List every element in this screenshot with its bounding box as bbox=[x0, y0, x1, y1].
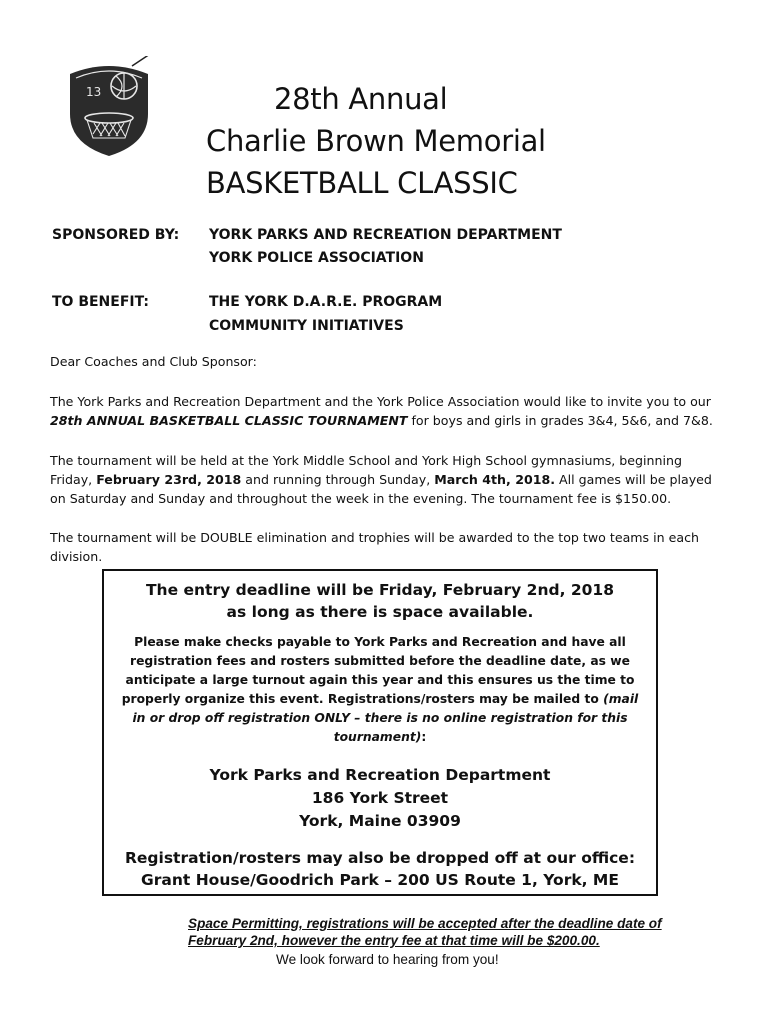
deadline-line-2: as long as there is space available. bbox=[226, 603, 534, 621]
start-date: February 23rd, 2018 bbox=[96, 472, 242, 487]
title-line-1: 28th Annual bbox=[274, 82, 448, 116]
sponsored-by-label: SPONSORED BY: bbox=[52, 227, 180, 243]
dropoff-line-1: Registration/rosters may also be dropped off at our office: bbox=[124, 849, 636, 867]
benefit-line-2: COMMUNITY INITIATIVES bbox=[209, 318, 404, 334]
late-registration-line-1: Space Permitting, registrations will be accepted after the deadline date of bbox=[188, 916, 662, 931]
body-p1-grades: for boys and girls in grades 3&4, 5&6, and 7&8. bbox=[407, 413, 713, 428]
salutation: Dear Coaches and Club Sponsor: bbox=[50, 354, 257, 369]
sponsor-line-2: YORK POLICE ASSOCIATION bbox=[209, 250, 424, 266]
instructions-colon: : bbox=[421, 730, 427, 744]
end-date: March 4th, 2018. bbox=[434, 472, 556, 487]
tournament-name-emphasis: 28th ANNUAL BASKETBALL CLASSIC TOURNAMENT bbox=[50, 413, 408, 428]
dropoff-line-2: Grant House/Goodrich Park – 200 US Route 1, York, ME bbox=[141, 871, 619, 889]
registration-notice-box bbox=[102, 569, 658, 896]
basketball-shield-logo-icon bbox=[62, 56, 156, 158]
benefit-line-1: THE YORK D.A.R.E. PROGRAM bbox=[209, 294, 443, 310]
instructions-text: Please make checks payable to York Parks and Recreation and have all registration fees and rosters submitted before the deadline date, as we anticipate a large turnout again this year and this ensures us the time to properly organize this event. Registrations/rosters may be mailed to bbox=[121, 635, 635, 706]
address-line-1: York Parks and Recreation Department bbox=[209, 766, 551, 784]
deadline-line-1: The entry deadline will be Friday, February 2nd, 2018 bbox=[145, 581, 614, 599]
title-line-3: BASKETBALL CLASSIC bbox=[206, 166, 518, 200]
body-paragraph-1 bbox=[50, 392, 720, 430]
body-p1-text: The York Parks and Recreation Department and the York Police Association would like to invite you to our bbox=[50, 394, 711, 409]
address-line-3: York, Maine 03909 bbox=[299, 812, 461, 830]
title-line-2: Charlie Brown Memorial bbox=[206, 124, 546, 158]
logo-number: 13 bbox=[86, 85, 102, 99]
registration-instructions bbox=[118, 633, 642, 747]
instructions-mail-note: (mail in or drop off registration ONLY – there is no online registration for this tournament) bbox=[132, 692, 639, 744]
body-paragraph-3: The tournament will be DOUBLE elimination and trophies will be awarded to the top two teams in each division. bbox=[50, 530, 699, 564]
late-registration-line-2: February 2nd, however the entry fee at that time will be $200.00. bbox=[188, 933, 600, 948]
address-line-2: 186 York Street bbox=[311, 789, 449, 807]
body-p2-fee: All games will be played on Saturday and Sunday and throughout the week in the evening. The tournament fee is $150.00. bbox=[50, 472, 712, 506]
to-benefit-label: TO BENEFIT: bbox=[52, 294, 149, 310]
body-p2-mid: and running through Sunday, bbox=[241, 472, 435, 487]
body-p2-text: The tournament will be held at the York Middle School and York High School gymnasiums, beginning Friday, bbox=[50, 453, 682, 487]
closing-line: We look forward to hearing from you! bbox=[276, 952, 499, 967]
sponsor-line-1: YORK PARKS AND RECREATION DEPARTMENT bbox=[209, 227, 562, 243]
body-paragraph-2 bbox=[50, 451, 720, 508]
